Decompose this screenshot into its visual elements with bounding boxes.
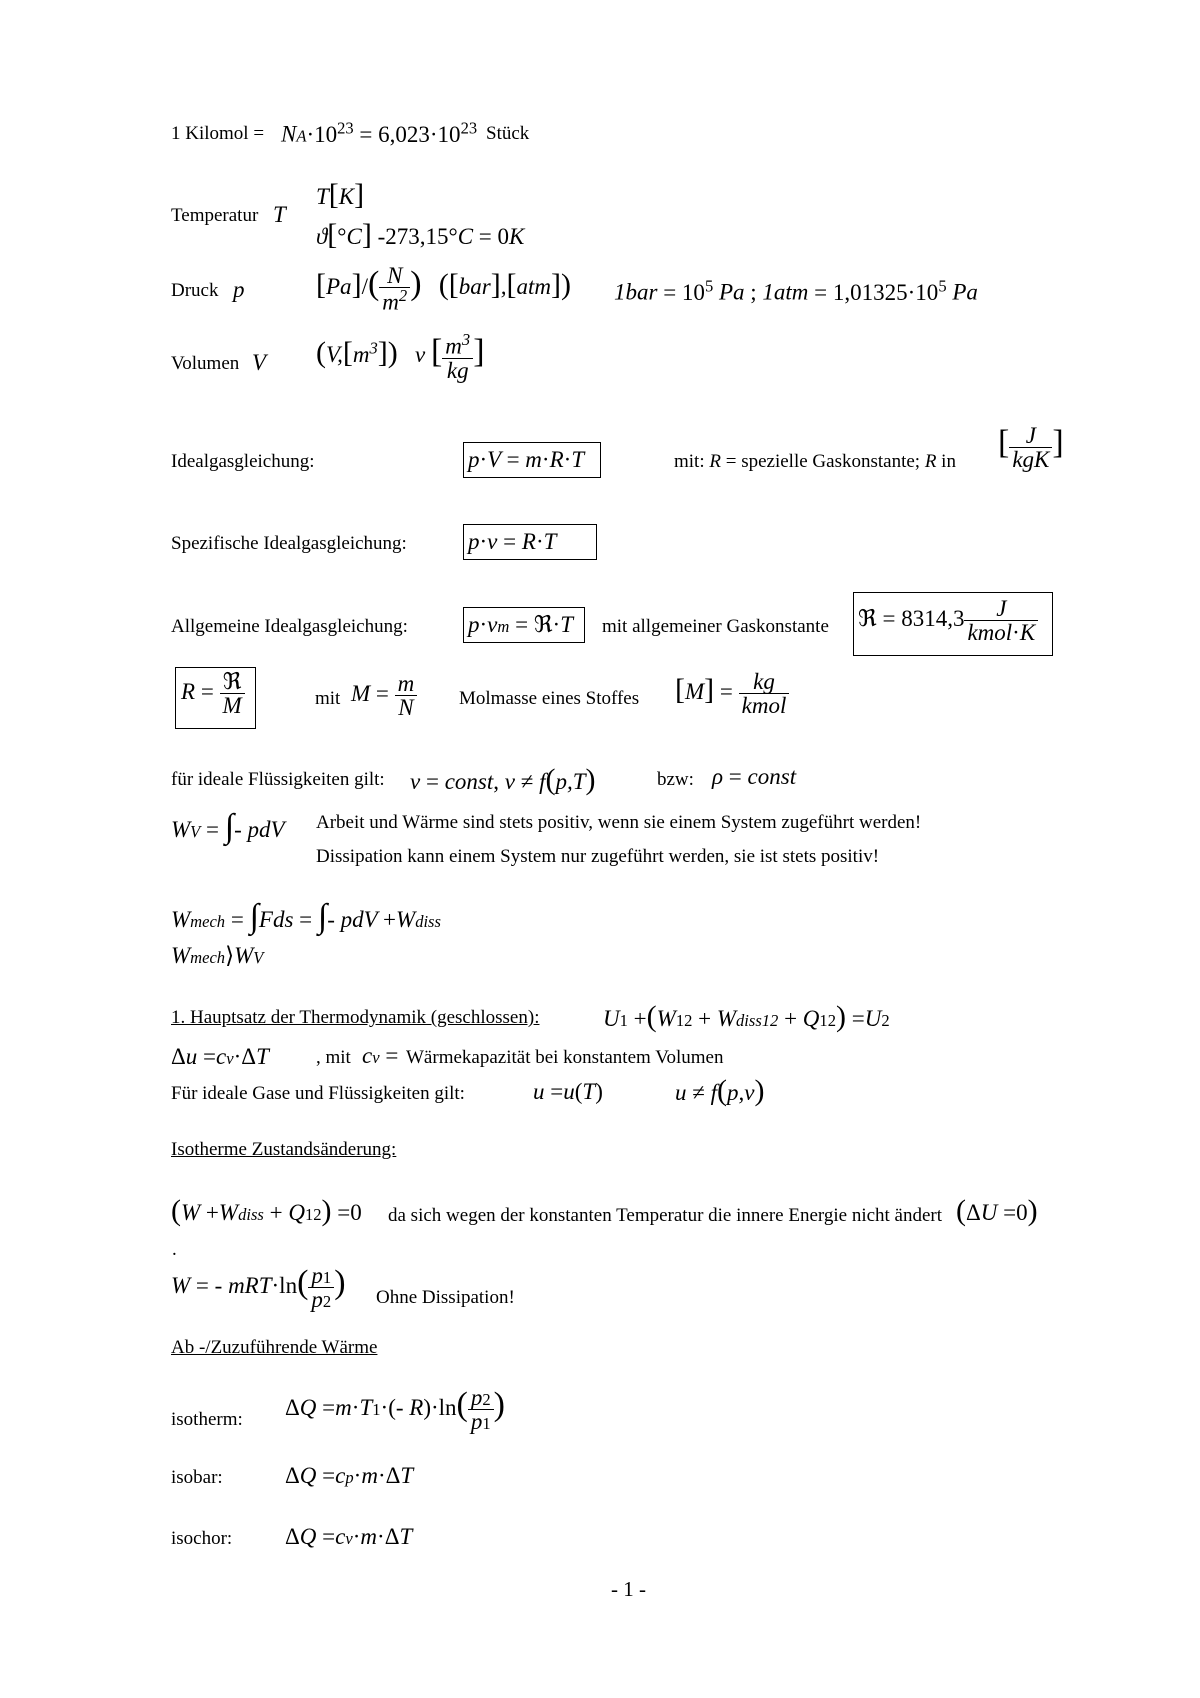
allgemein-constant: ℜ = 8314,3 $\frac{J}{\text{kmol·K}}$ [858,597,1038,644]
idealgas-note [674,452,956,471]
arbeit-formula: WV = ∫- pdV [171,808,285,845]
allgemein-label: Allgemeine Idealgasgleichung: [171,616,408,637]
molmasse-unit: [M] = $\frac{kg}{\text{kmol}}$ [675,670,789,717]
arbeit-formula-mech2: Wmech⟩WV [171,943,264,968]
molmasse-formula-m: M = $\frac{m}{N}$ [351,672,417,719]
isotherm-heading: Isotherme Zustandsänderung: [171,1139,397,1160]
hauptsatz-gase-f1: u =u(T) [533,1079,603,1104]
temperatur-kelvin: T[K] [316,178,365,211]
arbeit-text1: Arbeit und Wärme sind stets positiv, wenn sie einem System zugeführt werden! [316,812,922,833]
kilomol-label: 1 Kilomol = [171,123,265,144]
waerme-isobar-label: isobar: [171,1467,223,1488]
idealgas-formula: p·V = m·R·T [468,447,585,472]
molmasse-formula-box: R = $\frac{\text{ℜ}}{M}$ [181,670,245,717]
fluessig-label: für ideale Flüssigkeiten gilt: [171,769,385,790]
page-number: - 1 - [611,1577,646,1601]
hauptsatz-gase-label: Für ideale Gase und Flüssigkeiten gilt: [171,1083,465,1104]
hauptsatz-du-desc: Wärmekapazität bei konstantem Volumen [406,1047,724,1068]
arbeit-formula-mech: Wmech = ∫Fds = ∫- pdV +Wdiss [171,898,441,935]
druck-label: Druck [171,280,219,301]
isotherm-formula-du: (ΔU =0) [956,1194,1038,1227]
isotherm-text: da sich wegen der konstanten Temperatur die innere Energie nicht ändert [388,1205,943,1226]
allgemein-note: mit allgemeiner Gaskonstante [602,616,829,637]
isotherm-formula: (W +Wdiss + Q12) =0 [171,1194,362,1227]
hauptsatz-formula: U1 +(W12 + Wdiss12 + Q12) =U2 [603,1000,890,1033]
molmasse-mit: mit [315,688,341,709]
druck-units: [Pa]/( $\frac{N}{m^2}$ ) ([bar],[atm]) [316,263,571,315]
waerme-isotherm-formula: ΔQ =m·T1·(- R)·ln( $\frac{p2}{p1}$ ) [285,1385,505,1434]
idealgas-unit: [ $\frac{J}{\text{kgK}}$ ] [998,423,1064,472]
molmasse-label: Molmasse eines Stoffes [459,688,640,709]
spezifisch-label: Spezifische Idealgasgleichung: [171,533,407,554]
temperatur-label: Temperatur [171,205,259,226]
idealgas-note-in: in [941,451,956,472]
volumen-symbol: V [252,350,267,375]
fluessig-bzw: bzw: [657,769,694,790]
isotherm-formula-w: W = - mRT·ln( $\frac{p1}{p2}$ ) [171,1263,346,1312]
hauptsatz-du-cv: cv = [362,1043,399,1068]
idealgas-label: Idealgasgleichung: [171,451,315,472]
volumen-label: Volumen [171,353,240,374]
druck-symbol: p [233,277,245,302]
idealgas-note-r2: R [924,451,937,472]
temperatur-celsius: ϑ[°C] -273,15°C = 0K [316,218,525,251]
waerme-isochor-label: isochor: [171,1528,233,1549]
hauptsatz-gase-f2: u ≠ f(p,v) [675,1074,765,1107]
fluessig-formula2: ρ = const [712,764,797,789]
waerme-isobar-formula: ΔQ =cp·m·ΔT [285,1463,414,1488]
kilomol-unit: Stück [486,123,530,144]
idealgas-note-prefix: mit: [674,451,705,472]
isotherm-dot: . [172,1239,177,1260]
druck-conversion: $1bar = 10^5$ Pa ; $1atm = 1,01325\cdot 10^5$ Pa [614,276,978,305]
idealgas-note-text: = spezielle Gaskonstante; [725,451,921,472]
kilomol-formula: $NA\cdot 10^{23} = 6,023\cdot 10^{23}$ [281,118,478,147]
waerme-isotherm-label: isotherm: [171,1409,243,1430]
idealgas-note-r: R [709,451,721,472]
waerme-isochor-formula: ΔQ =cv·m·ΔT [285,1524,413,1549]
hauptsatz-label: 1. Hauptsatz der Thermodynamik (geschlossen): [171,1007,540,1028]
allgemein-formula: p·vm = ℜ·T [468,612,573,637]
spezifisch-formula: p·v = R·T [468,529,557,554]
fluessig-formula: v = const, v ≠ f(p,T) [410,763,596,796]
temperatur-symbol: T [273,202,286,227]
isotherm-ab-heading: Ab -/Zuzuführende Wärme [171,1337,378,1358]
hauptsatz-formula-du: Δu =cv·ΔT [171,1044,269,1069]
arbeit-text2: Dissipation kann einem System nur zugeführt werden, sie ist stets positiv! [316,846,880,867]
volumen-units: $(V,[m^3])$ v [ $\frac{m^3}{kg}$ ] [316,330,485,383]
hauptsatz-du-text: , mit [316,1047,351,1068]
isotherm-ohne: Ohne Dissipation! [376,1287,515,1308]
